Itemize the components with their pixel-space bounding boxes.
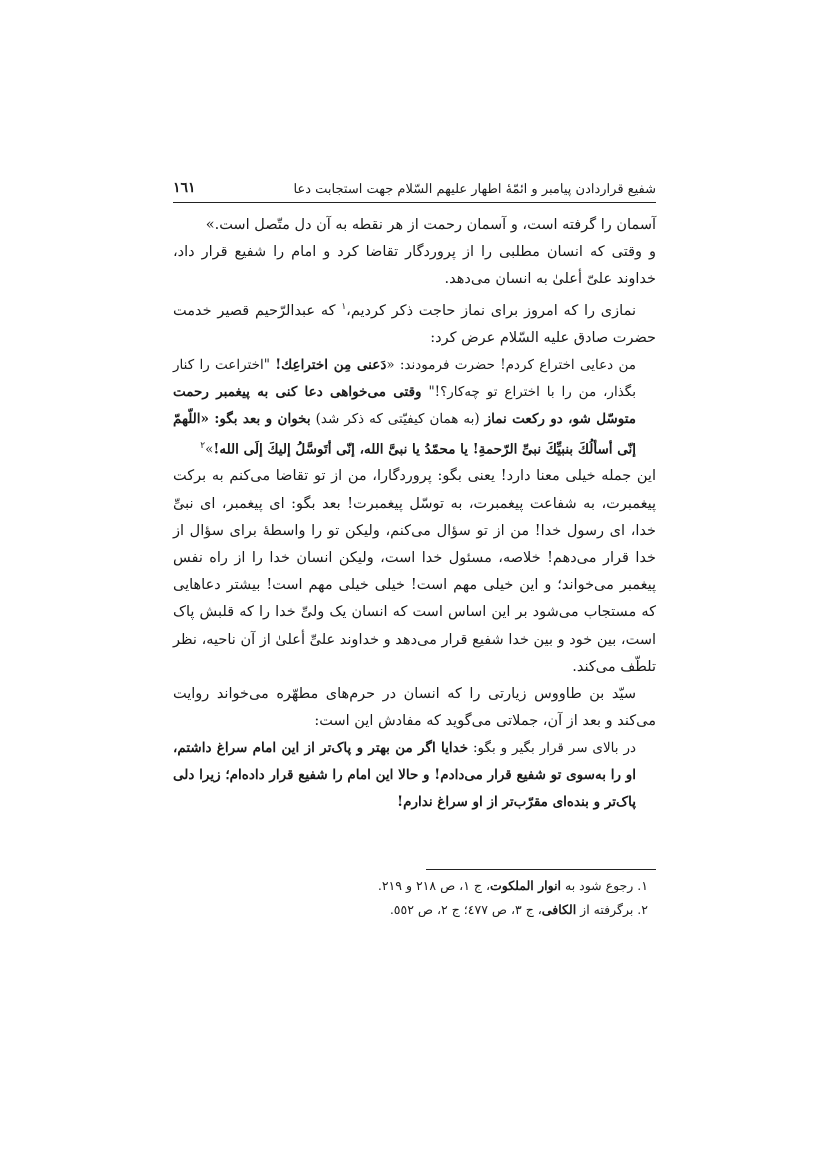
paragraph-2: و وقتی که انسان مطلبی را از پروردگار تقاضا کرد و امام را شفیع قرار داد، خداوند علیّ أعلیٰ به انسان می‌دهد. bbox=[173, 244, 656, 288]
quote-1-b: دَعنی مِن اختراعِك! bbox=[275, 356, 387, 373]
paragraph-3-text-2: که عبدالرّحیم قصیر خدمت حضرت صادق علیه السّلام عرض کرد: bbox=[173, 302, 656, 346]
footnote-2-number: ٢. bbox=[637, 902, 648, 917]
quote-1-c: "اختراعت را کنار بگذار، من را با اختراع تو چه‌کار؟!" bbox=[173, 356, 636, 400]
footnote-2-post: ، ج ٣، ص ٤٧٧؛ ج ٢، ص ٥٥٢. bbox=[389, 902, 542, 917]
quote-1-a: من دعایی اختراع کردم! حضرت فرمودند: « bbox=[386, 356, 636, 373]
header-rule bbox=[173, 202, 656, 203]
paragraph-3 bbox=[173, 294, 656, 352]
quote-1 bbox=[173, 352, 656, 464]
footnote-1-number: ١. bbox=[637, 878, 648, 893]
quote-1-f: بخوان و بعد بگو: «اللّهمّ إنّی أسألُكَ بنبیِّكَ نبیِّ الرّحمةِ! یا محمّدُ یا نبیَّ الله، إنّی أتَوسَّلُ إلیكَ إلَی الله! bbox=[173, 410, 636, 458]
footnote-ref-2: ٢ bbox=[200, 440, 206, 451]
paragraph-3-text: نمازی را که امروز برای نماز حاجت ذکر کردیم، bbox=[346, 302, 636, 319]
quote-2-b: خدایا اگر من بهتر و پاک‌تر از این امام سراغ داشتم، او را به‌سوی تو شفیع قرار می‌دادم! و حالا این امام را شفیع قرار داده‌ام؛ زیرا دلی پاک‌تر و بنده‌ای مقرّب‌تر از او سراغ ندارم! bbox=[173, 740, 636, 811]
footnote-1-book: انوار الملكوت bbox=[489, 878, 562, 893]
quote-2-a: در بالای سر قرار بگیر و بگو: bbox=[468, 740, 636, 757]
quote-1-d: وقتی می‌خواهی دعا کنی به پیغمبر رحمت متوسّل شو، دو رکعت نماز bbox=[173, 383, 637, 427]
quote-1-g: » bbox=[205, 441, 214, 458]
quote-2 bbox=[173, 735, 656, 816]
footnote-rule bbox=[426, 869, 656, 870]
footnote-2-book: الكافی bbox=[541, 902, 577, 917]
running-header bbox=[173, 178, 656, 204]
footnote-2 bbox=[173, 898, 656, 922]
main-text bbox=[173, 212, 656, 816]
paragraph-1: آسمان را گرفته است، و آسمان رحمت از هر نقطه به آن دل متّصل است.» bbox=[205, 217, 656, 233]
footnote-ref-1: ١ bbox=[341, 301, 347, 312]
footnotes bbox=[173, 874, 656, 922]
footnote-1-post: ، ج ١، ص ٢١٨ و ٢١٩. bbox=[377, 878, 490, 893]
quote-1-e: (به همان کیفیّتی که ذکر شد) bbox=[310, 410, 485, 427]
footnote-1-pre: رجوع شود به bbox=[561, 878, 638, 893]
header-title: شفیع قراردادن پیامبر و ائمّهٔ اطهار علیهم السّلام جهت استجابت دعا bbox=[293, 182, 656, 197]
paragraph-5: سیّد بن طاووس زیارتی را که انسان در حرم‌های مطهّره می‌خواند روایت می‌کند و بعد از آن، جملاتی می‌گوید که مفادش این است: bbox=[173, 685, 656, 730]
footnote-1 bbox=[173, 874, 656, 898]
page-number: ١٦١ bbox=[173, 180, 196, 196]
paragraph-4: این جمله خیلی معنا دارد! یعنی بگو: پروردگارا، من از تو تقاضا می‌کنم به برکت پیغمبرت، به شفاعت پیغمبرت، به توسّل پیغمبرت! بعد بگو: ای پیغمبر، ای نبیِّ خدا، ای رسول خدا! من از تو سؤال می‌کنم، ولیکن تو را واسطهٔ برای سؤال از خدا قرار می‌دهم! خلاصه، مسئول خدا است، ولیکن انسان خدا را از راه نفس پیغمبر می‌خواند؛ و این خیلی مهم است! خیلی خیلی مهم است! بیشتر دعاهایی که مستجاب می‌شود بر این اساس است که انسان یک ولیِّ خدا را که قلبش پاک است، بین خود و بین خدا شفیع قرار می‌دهد و خداوند علیِّ أعلیٰ از آن ناحیه، نظر تلطّف می‌کند. bbox=[173, 468, 656, 675]
footnote-2-pre: برگرفته از bbox=[576, 902, 638, 917]
